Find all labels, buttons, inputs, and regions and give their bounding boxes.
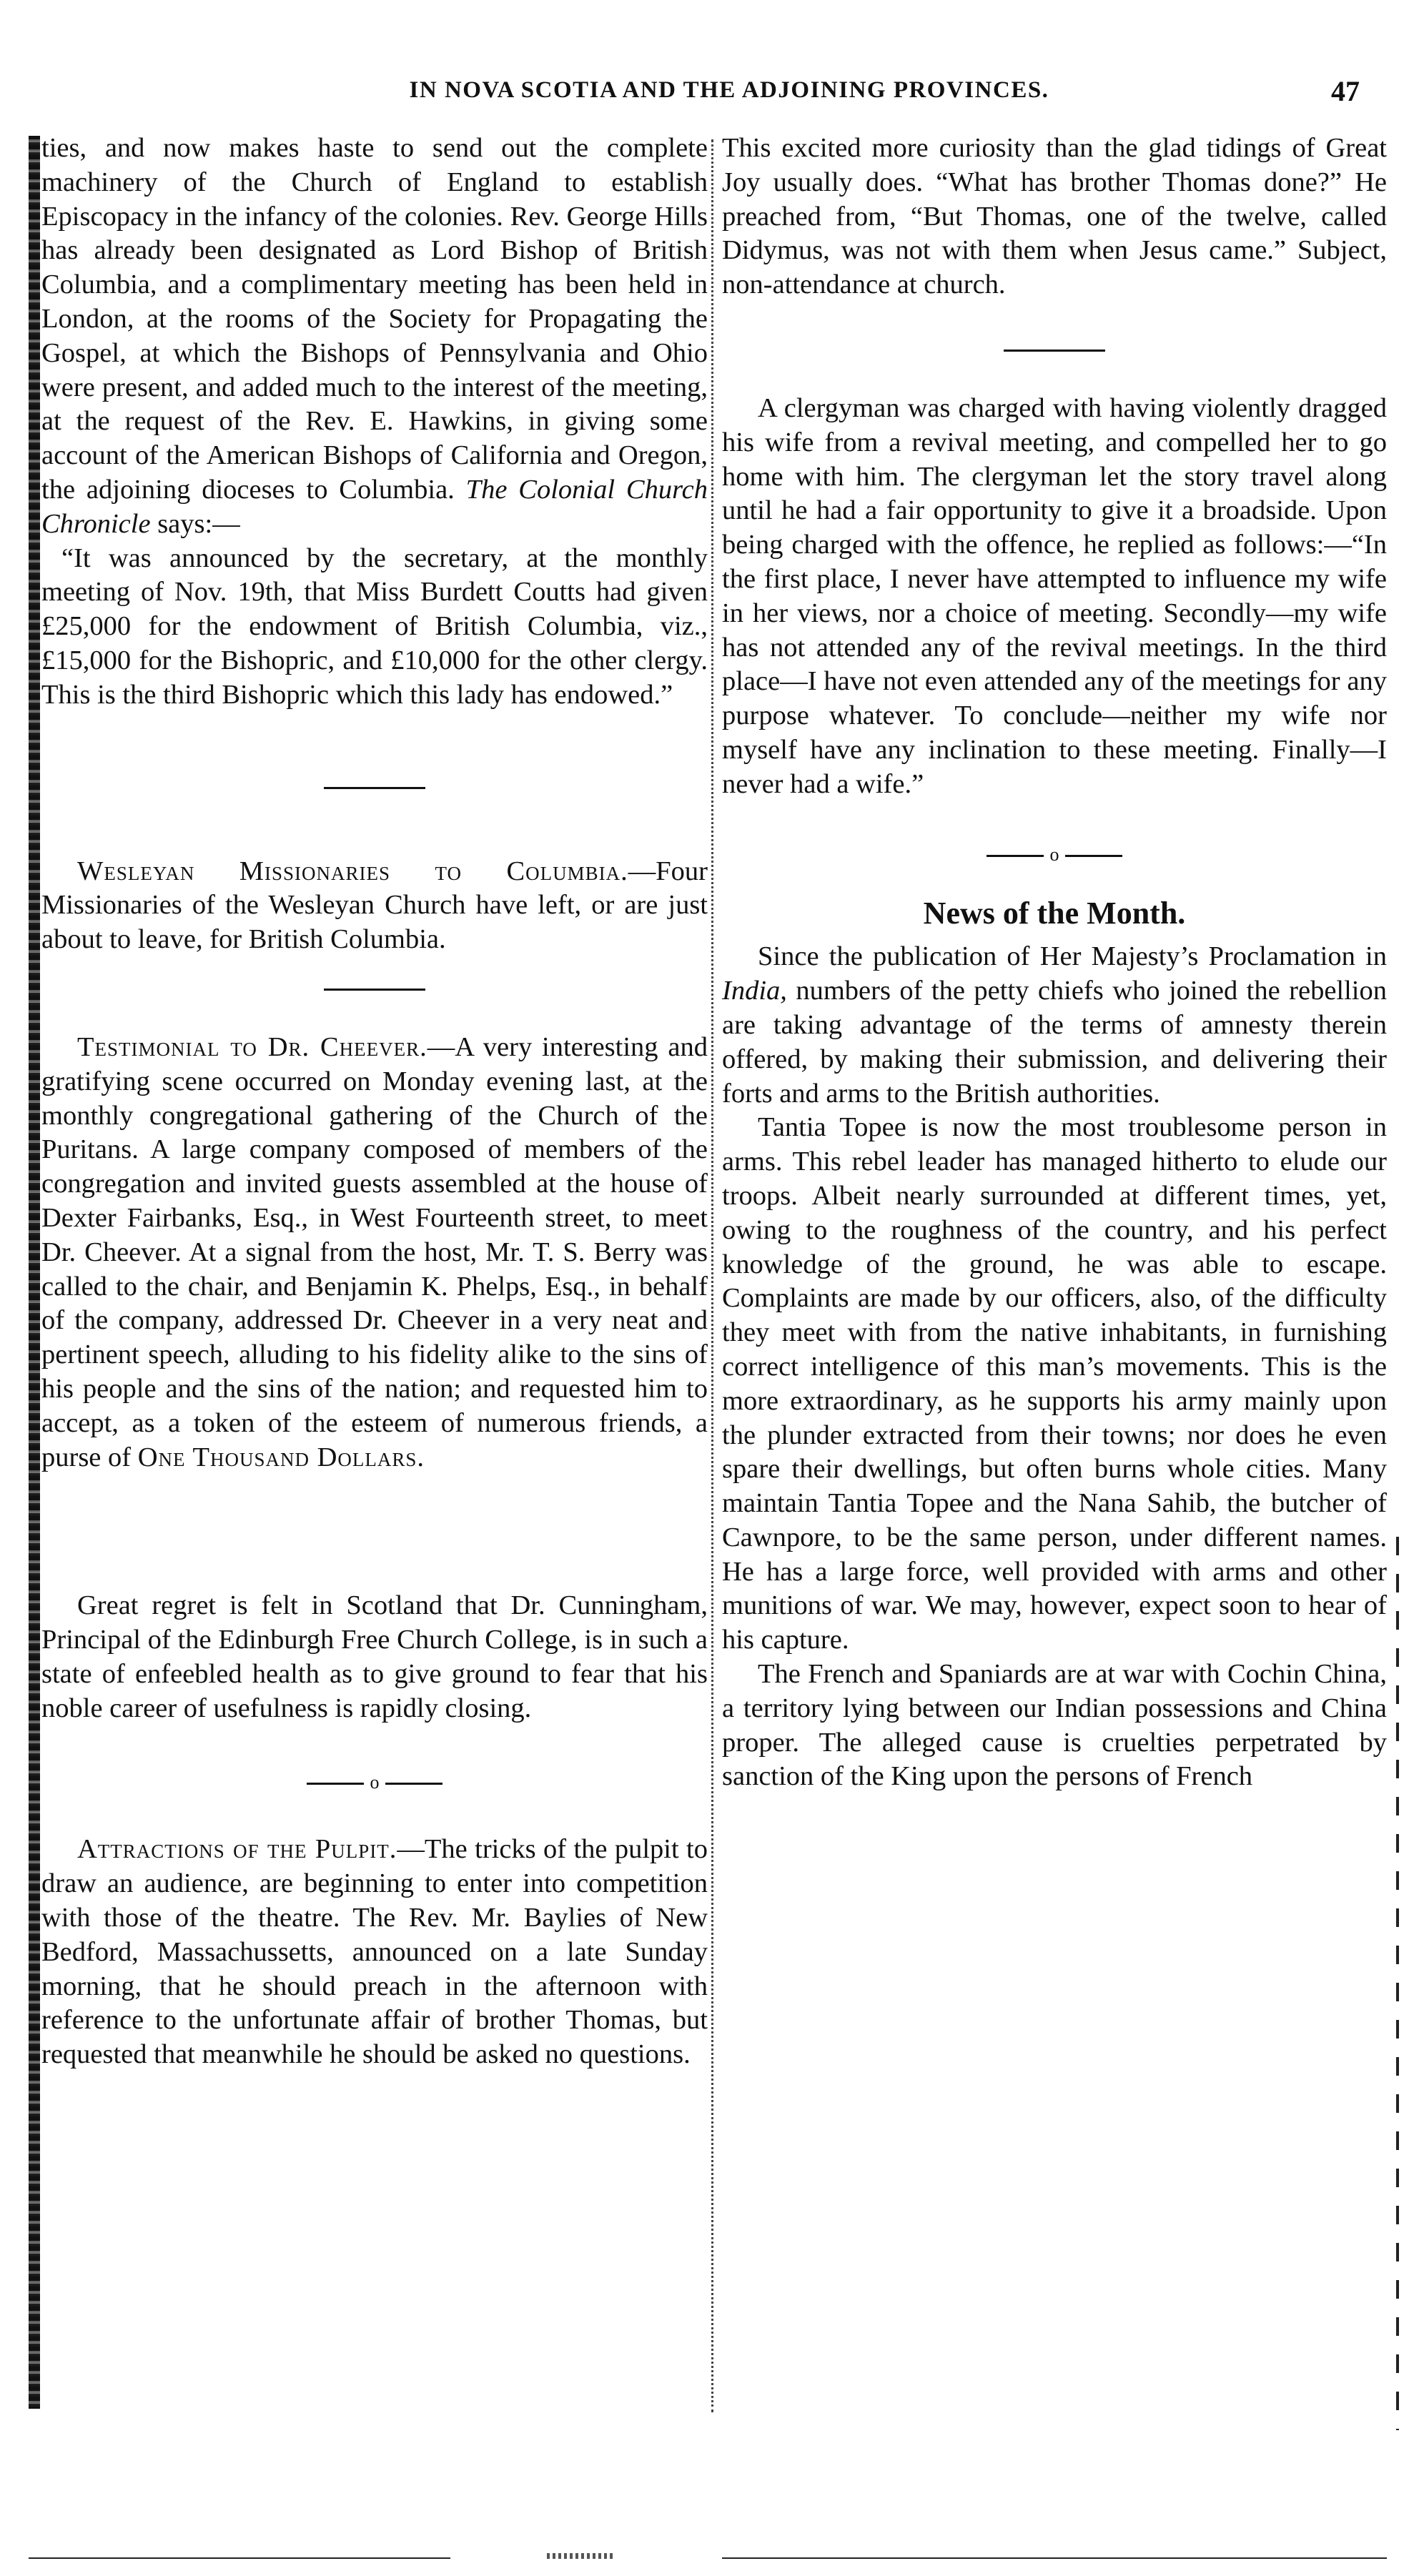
news-india-paragraph <box>722 940 1387 1111</box>
section-separator <box>1004 350 1105 352</box>
page-header <box>0 77 1419 120</box>
wesleyan-heading: Wesleyan Missionaries to Columbia. <box>77 856 628 886</box>
section-separator <box>324 989 425 991</box>
testimonial-amount: One Thousand Dollars. <box>137 1442 425 1472</box>
cunningham-paragraph: Great regret is felt in Scotland that Dr. Cunningham, Principal of the Edinburgh Free Church College, is in such a state of enfeebled health as to give ground to fear that his noble career of usefulness is rapidly closing. <box>41 1590 708 1723</box>
colonial-church-source: The Colonial Church Chronicle <box>41 474 708 539</box>
section-separator <box>324 787 425 789</box>
burdett-coutts-quote: “It was announced by the secretary, at the monthly meeting of Nov. 19th, that Miss Burdett Coutts had given £25,000 for the endowment of British Columbia, viz., £15,000 for the Bishopric, and £10,000 for the other clergy. This is the third Bishopric which this lady has endowed.” <box>41 543 708 710</box>
news-india-place: India, <box>722 976 787 1006</box>
ornament-glyph: o <box>370 1772 380 1793</box>
testimonial-text: —A very interesting and gratifying scene occurred on Monday evening last, at the monthly congregational gathering of the Church of the Puritans. A large company composed of members of the congregation and invited guests assembled at the house of Dexter Fairbanks, Esq., in West Fourteenth street, to meet Dr. Cheever. At a signal from the host, Mr. T. S. Berry was called to the chair, and Benjamin K. Phelps, Esq., in behalf of the company, addressed Dr. Cheever in a very neat and pertinent speech, alluding to his fidelity alike to the sins of his people and the sins of the nation; and requested him to accept, as a token of the esteem of numerous friends, a purse of <box>41 1031 708 1472</box>
ornament-glyph: o <box>1049 843 1059 865</box>
colonial-church-text: ties, and now makes haste to send out the complete machinery of the Church of England to establish Episcopacy in the infancy of the colonies. Rev. George Hills has already been designated as Lord Bishop of British Columbia, and a complimentary meeting has been held in London, at the rooms of the Society for Propagating the Gospel, at which the Bishops of Pennsylvania and Ohio were present, and added much to the interest of the meeting, at the request of the Rev. E. Hawkins, in giving some account of the American Bishops of California and Oregon, the adjoining dioceses to Columbia. <box>41 133 708 505</box>
right-margin-edge <box>1396 1537 1399 2430</box>
running-head: IN NOVA SCOTIA AND THE ADJOINING PROVINCES. <box>409 77 1049 103</box>
testimonial-paragraph <box>41 1031 708 1475</box>
binding-edge <box>29 136 40 2409</box>
right-column <box>722 132 1387 1794</box>
section-separator-ornament <box>987 843 1122 865</box>
pulpit-heading: Attractions of the Pulpit. <box>77 1834 397 1865</box>
section-separator-ornament <box>307 1772 442 1793</box>
clergyman-paragraph: A clergyman was charged with having violently dragged his wife from a revival meeting, and compelled her to go home with him. The clergyman let the story travel along until he had a fair opportunity to give it a broadside. Upon being charged with the offence, he replied as follows:—“In the first place, I never have attempted to influence my wife in her views, nor a choice of meeting. Secondly—my wife has not attended any of the revival meetings. In the third place—I have not even attended any of the meetings for any purpose whatever. To conclude—neither my wife nor myself have any inclination to these meeting. Finally—I never had a wife.” <box>722 392 1387 799</box>
news-of-the-month-heading: News of the Month. <box>923 895 1186 931</box>
pulpit-continued-paragraph: This excited more curiosity than the glad tidings of Great Joy usually does. “What has brother Thomas done?” He preached from, “But Thomas, one of the twelve, called Didymus, was not with them when Jesus came.” Subject, non-attendance at church. <box>722 133 1387 300</box>
wesleyan-paragraph <box>41 855 708 957</box>
footer-rule-right <box>722 2557 1387 2559</box>
page-number: 47 <box>1331 75 1360 107</box>
colonial-church-says: says:— <box>157 508 240 539</box>
news-cochin-paragraph: The French and Spaniards are at war with Cochin China, a territory lying between our Indian possessions and China proper. The alleged cause is cruelties perpetrated by sanction of the King upon the persons of French <box>722 1659 1387 1792</box>
news-tantia-paragraph: Tantia Topee is now the most troublesome person in arms. This rebel leader has managed hitherto to elude our troops. Albeit nearly surrounded at different times, yet, owing to the roughness of the country, and his perfect knowledge of the ground, he was able to escape. Complaints are made by our officers, also, of the difficulty they meet with from the native inhabitants, in furnishing correct intelligence of this man’s movements. This is the more extraordinary, as he supports his army mainly upon the plunder extracted from their towns; nor does he even spare their dwellings, but often burns whole cities. Many maintain Tantia Topee and the Nana Sahib, the butcher of Cawnpore, to be the same person, under different names. He has a large force, well provided with arms and other munitions of war. We may, however, expect soon to hear of his capture. <box>722 1112 1387 1655</box>
testimonial-heading: Testimonial to Dr. Cheever. <box>77 1031 427 1062</box>
footer-rule-mid <box>547 2553 615 2559</box>
colonial-church-paragraph <box>41 132 708 542</box>
news-india-after: numbers of the petty chiefs who joined the rebellion are taking advantage of the terms of amnesty therein offered, by making their submission, and delivering their forts and arms to the British authorities. <box>722 976 1387 1109</box>
news-india-before: Since the publication of Her Majesty’s Proclamation in <box>758 941 1387 972</box>
footer-rule-left <box>29 2557 450 2559</box>
left-column <box>41 132 708 2072</box>
pulpit-text: —The tricks of the pulpit to draw an audience, are beginning to enter into competition with those of the theatre. The Rev. Mr. Baylies of New Bedford, Massachussetts, announced on a late Sunday morning, that he should preach in the afternoon with reference to the unfortunate affair of brother Thomas, but requested that meanwhile he should be asked no questions. <box>41 1834 708 2070</box>
column-divider <box>711 139 713 2412</box>
pulpit-paragraph <box>41 1833 708 2072</box>
wesleyan-text: —Four Missionaries of the Wesleyan Church have left, or are just about to leave, for British Columbia. <box>41 856 708 955</box>
